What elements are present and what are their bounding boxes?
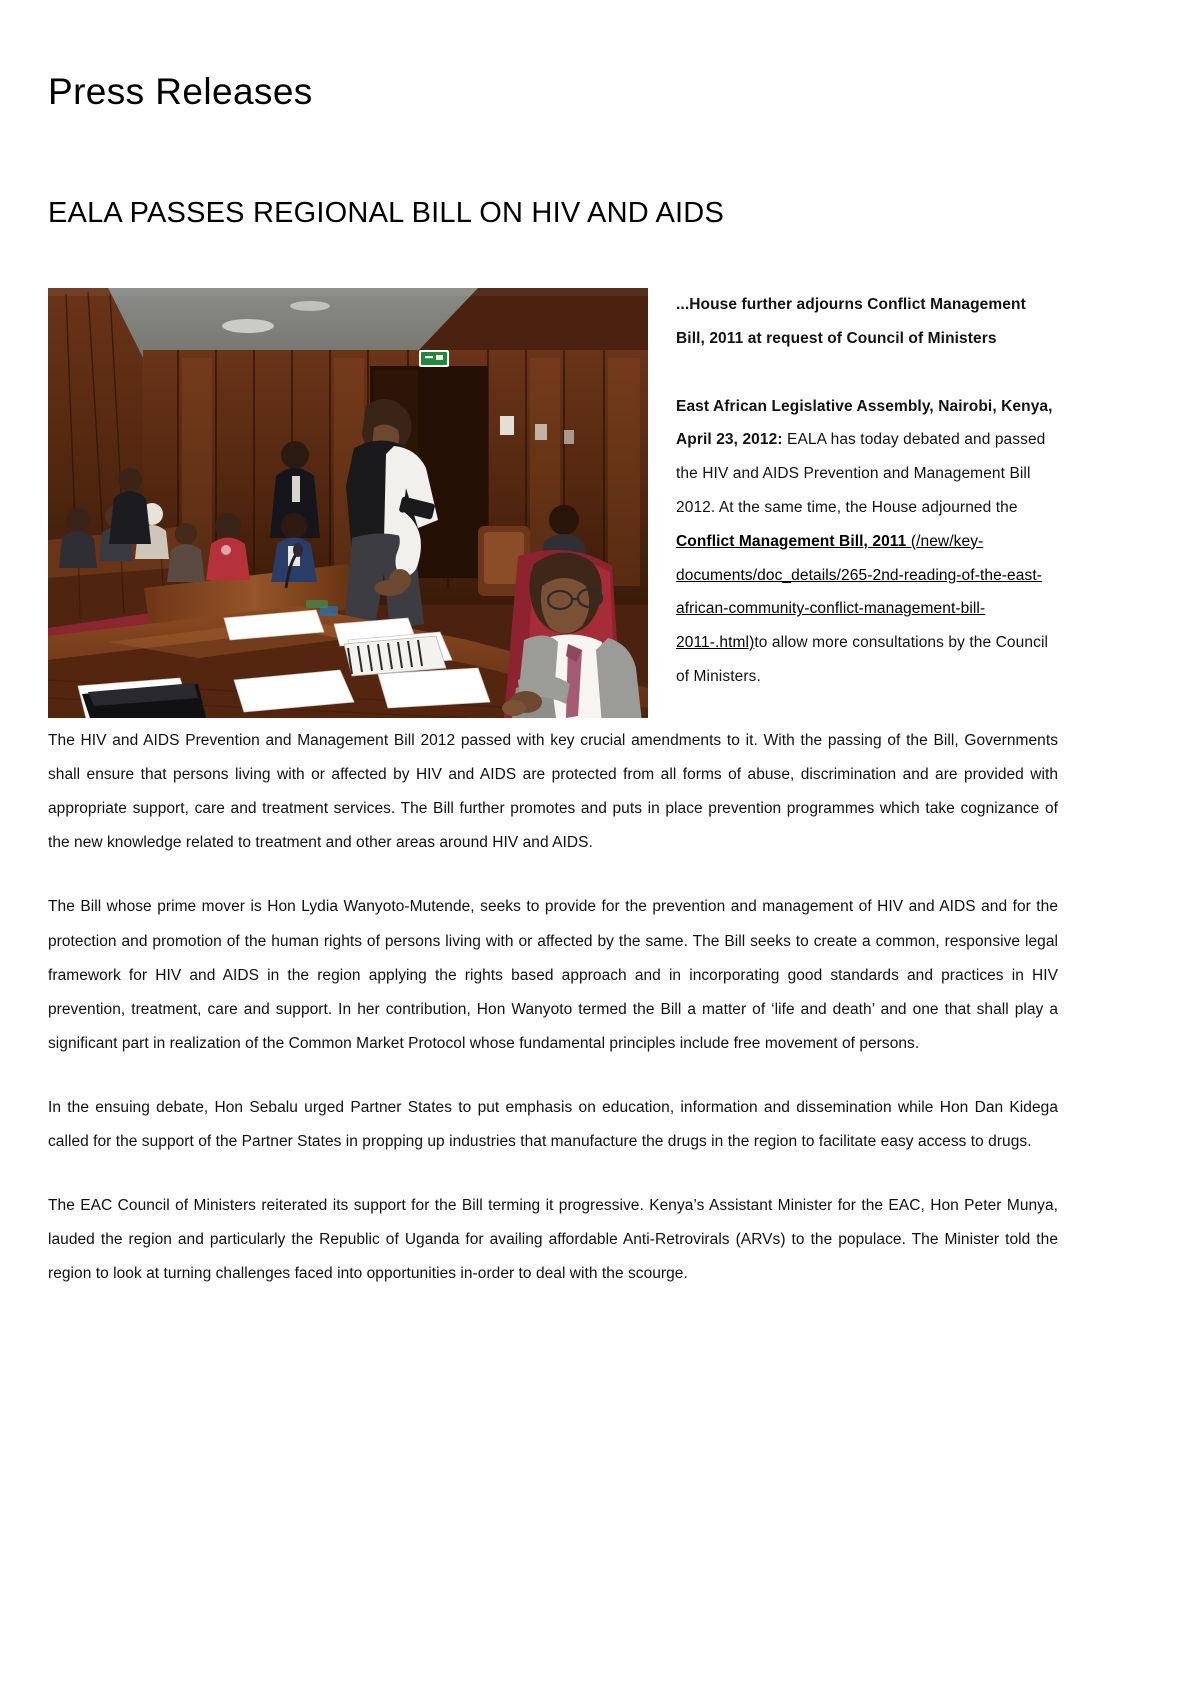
body-paragraph-3: In the ensuing debate, Hon Sebalu urged Partner States to put emphasis on education, information and dissemination while Hon Dan Kidega called for the support of the Partner States in propping up industries that manufacture the drugs in the region to facilitate easy access to drugs.: [48, 1098, 1058, 1150]
body-paragraph-1: The HIV and AIDS Prevention and Management Bill 2012 passed with key crucial amendments to it. With the passing of the Bill, Governments shall ensure that persons living with or affected by HIV and AIDS are protected from all forms of abuse, discrimination and are provided with appropriate support, care and treatment services. The Bill further promotes and puts in place prevention programmes which take cognizance of the new knowledge related to treatment and other areas around HIV and AIDS.: [48, 732, 1058, 852]
body-paragraph-4: The EAC Council of Ministers reiterated its support for the Bill terming it progressive. Kenya’s Assistant Minister for the EAC, Hon Peter Munya, lauded the region and particularly the Republic of Uganda for availing affordable Anti-Retrovirals (ARVs) to the populace. The Minister told the region to look at turning challenges faced into opportunities in-order to deal with the scourge.: [48, 1197, 1058, 1283]
assembly-session-photo: [48, 288, 648, 718]
assembly-session-illustration: [48, 288, 648, 718]
article-title: EALA PASSES REGIONAL BILL ON HIV AND AIDS: [48, 196, 724, 229]
conflict-management-bill-url[interactable]: (/new/key-documents/doc_details/265-2nd-reading-of-the-east-african-community-conflict-management-bill-2011-.html): [676, 532, 1043, 652]
document-content: [48, 0, 1058, 1291]
page-title: Press Releases: [48, 71, 313, 112]
lead-dateline: East African Legislative Assembly, Nairobi, Kenya, April 23, 2012:: [676, 397, 1053, 449]
lead-body-before-link: EALA has today debated and passed the HIV and AIDS Prevention and Management Bill 2012. At the same time, the House adjourned the: [676, 431, 1046, 516]
lead-body-after-link: to allow more consultations by the Council of Ministers.: [676, 634, 1049, 685]
lead-kicker: ...House further adjourns Conflict Management Bill, 2011 at request of Council of Ministers: [676, 296, 1026, 347]
conflict-management-bill-link[interactable]: Conflict Management Bill, 2011: [676, 532, 907, 550]
lead-text-block: [48, 230, 1058, 694]
body-paragraph-2: The Bill whose prime mover is Hon Lydia Wanyoto-Mutende, seeks to provide for the prevention and management of HIV and AIDS and for the protection and promotion of the human rights of persons living with or affected by the same. The Bill seeks to create a common, responsive legal framework for HIV and AIDS in the region applying the rights based approach and in incorporating good standards and practices in HIV prevention, treatment, care and support. In her contribution, Hon Wanyoto termed the Bill a matter of ‘life and death’ and one that shall play a significant part in realization of the Common Market Protocol whose fundamental principles include free movement of persons.: [48, 898, 1058, 1052]
article-body: [48, 724, 1058, 1291]
